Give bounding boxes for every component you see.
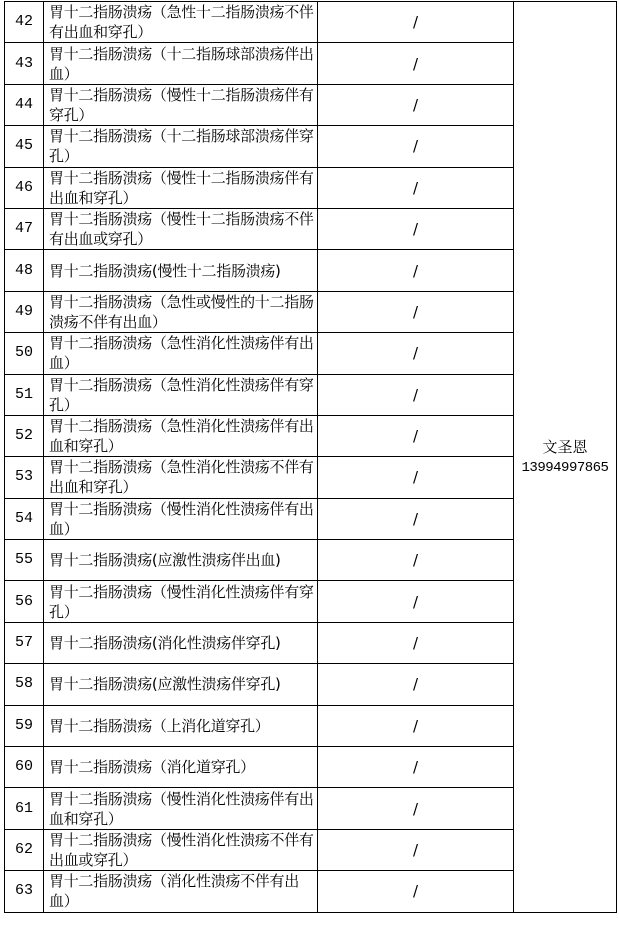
disease-name: 胃十二指肠溃疡(慢性十二指肠溃疡) [44,250,318,291]
row-number: 50 [5,333,44,374]
disease-table [4,1,617,913]
row-value: / [318,374,514,415]
disease-name: 胃十二指肠溃疡(应激性溃疡伴出血) [44,540,318,581]
disease-name: 胃十二指肠溃疡（急性消化性溃疡伴有出血和穿孔） [44,415,318,456]
row-number: 56 [5,581,44,622]
row-number: 57 [5,622,44,663]
disease-name: 胃十二指肠溃疡（急性十二指肠溃疡不伴有出血和穿孔） [44,2,318,43]
row-value: / [318,2,514,43]
row-value: / [318,250,514,291]
disease-name: 胃十二指肠溃疡（慢性十二指肠溃疡不伴有出血或穿孔） [44,208,318,249]
disease-name: 胃十二指肠溃疡（急性消化性溃疡不伴有出血和穿孔） [44,457,318,498]
row-value: / [318,581,514,622]
row-value: / [318,498,514,539]
row-value: / [318,705,514,746]
row-value: / [318,622,514,663]
disease-name: 胃十二指肠溃疡（急性消化性溃疡伴有出血） [44,333,318,374]
row-value: / [318,84,514,125]
row-value: / [318,540,514,581]
disease-name: 胃十二指肠溃疡（消化道穿孔） [44,747,318,788]
row-value: / [318,457,514,498]
row-number: 42 [5,2,44,43]
disease-name: 胃十二指肠溃疡(消化性溃疡伴穿孔) [44,622,318,663]
row-value: / [318,788,514,829]
row-value: / [318,871,514,912]
disease-name: 胃十二指肠溃疡（消化性溃疡不伴有出血） [44,871,318,912]
row-number: 54 [5,498,44,539]
disease-name: 胃十二指肠溃疡（慢性消化性溃疡伴有出血） [44,498,318,539]
row-number: 59 [5,705,44,746]
disease-name: 胃十二指肠溃疡(应激性溃疡伴穿孔) [44,664,318,705]
disease-name: 胃十二指肠溃疡（慢性消化性溃疡伴有出血和穿孔） [44,788,318,829]
row-number: 47 [5,208,44,249]
row-number: 52 [5,415,44,456]
table-row [5,2,617,43]
row-number: 58 [5,664,44,705]
row-value: / [318,664,514,705]
disease-name: 胃十二指肠溃疡（十二指肠球部溃疡伴出血） [44,43,318,84]
row-value: / [318,829,514,870]
disease-name: 胃十二指肠溃疡（急性或慢性的十二指肠溃疡不伴有出血） [44,291,318,332]
disease-name: 胃十二指肠溃疡（慢性消化性溃疡伴有穿孔） [44,581,318,622]
row-value: / [318,126,514,167]
row-number: 53 [5,457,44,498]
row-value: / [318,291,514,332]
disease-name: 胃十二指肠溃疡（慢性十二指肠溃疡伴有穿孔） [44,84,318,125]
row-value: / [318,167,514,208]
row-value: / [318,747,514,788]
row-number: 43 [5,43,44,84]
row-number: 45 [5,126,44,167]
row-number: 46 [5,167,44,208]
row-number: 49 [5,291,44,332]
row-number: 62 [5,829,44,870]
disease-name: 胃十二指肠溃疡（慢性十二指肠溃疡伴有出血和穿孔） [44,167,318,208]
row-number: 48 [5,250,44,291]
disease-name: 胃十二指肠溃疡（上消化道穿孔） [44,705,318,746]
row-number: 44 [5,84,44,125]
disease-name: 胃十二指肠溃疡（慢性消化性溃疡不伴有出血或穿孔） [44,829,318,870]
row-number: 55 [5,540,44,581]
row-value: / [318,333,514,374]
row-number: 51 [5,374,44,415]
disease-name: 胃十二指肠溃疡（急性消化性溃疡伴有穿孔） [44,374,318,415]
row-value: / [318,43,514,84]
row-number: 61 [5,788,44,829]
contact-phone: 13994997865 [521,459,609,476]
row-value: / [318,208,514,249]
row-value: / [318,415,514,456]
row-number: 63 [5,871,44,912]
contact-name: 文圣恩 [542,437,588,456]
row-number: 60 [5,747,44,788]
contact-cell [514,2,617,913]
disease-name: 胃十二指肠溃疡（十二指肠球部溃疡伴穿孔） [44,126,318,167]
